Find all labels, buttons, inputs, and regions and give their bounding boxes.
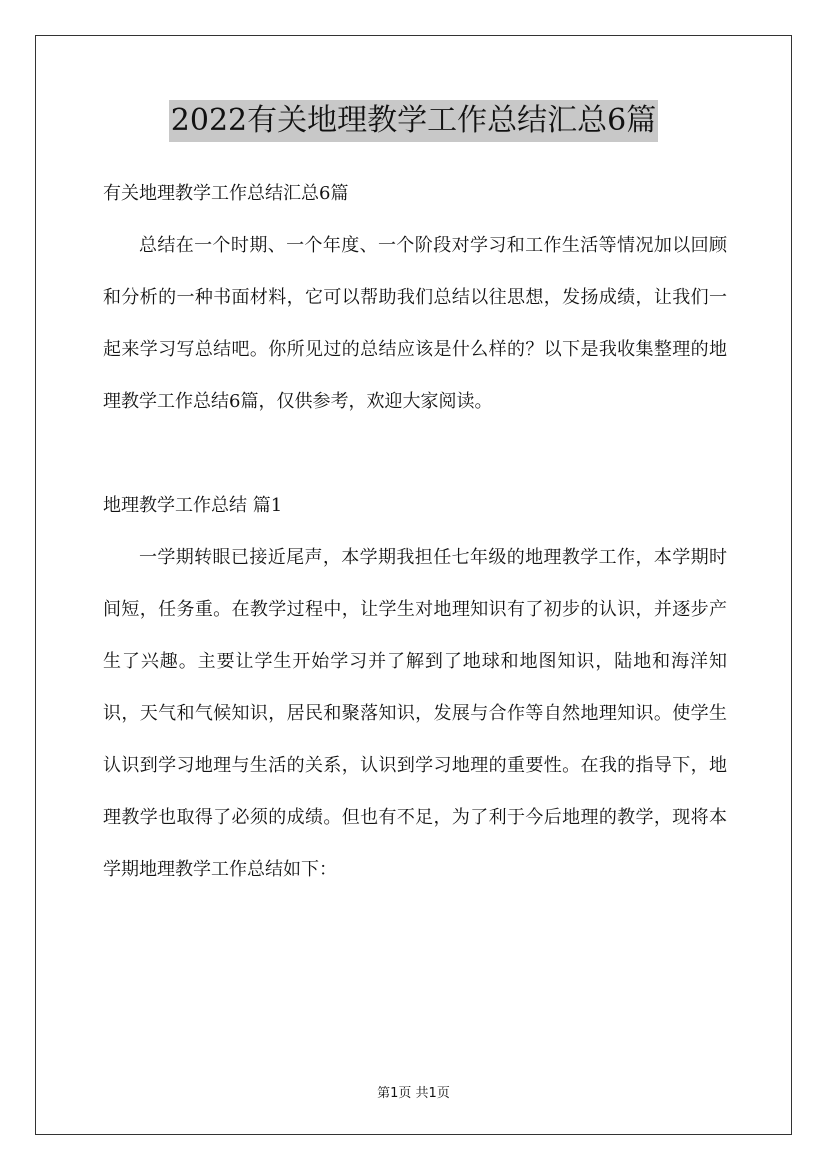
- page-footer: 第1页 共1页: [377, 1086, 450, 1101]
- title-container: [0, 100, 827, 142]
- document-subtitle: 有关地理教学工作总结汇总6篇: [103, 183, 349, 204]
- document-title: 2022有关地理教学工作总结汇总6篇: [169, 100, 658, 142]
- intro-paragraph: 总结在一个时期、一个年度、一个阶段对学习和工作生活等情况加以回顾和分析的一种书面材料，它可以帮助我们总结以往思想，发扬成绩，让我们一起来学习写总结吧。你所见过的总结应该是什么样的？以下是我收集整理的地理教学工作总结6篇，仅供参考，欢迎大家阅读。: [103, 235, 727, 412]
- paragraph-spacer: [103, 428, 727, 480]
- section-heading: 地理教学工作总结 篇1: [103, 495, 283, 516]
- document-body: [103, 168, 727, 896]
- section-paragraph: 一学期转眼已接近尾声，本学期我担任七年级的地理教学工作，本学期时间短，任务重。在教学过程中，让学生对地理知识有了初步的认识，并逐步产生了兴趣。主要让学生开始学习并了解到了地球和地图知识，陆地和海洋知识，天气和气候知识，居民和聚落知识，发展与合作等自然地理知识。使学生认识到学习地理与生活的关系，认识到学习地理的重要性。在我的指导下，地理教学也取得了必须的成绩。但也有不足，为了利于今后地理的教学，现将本学期地理教学工作总结如下：: [103, 547, 727, 880]
